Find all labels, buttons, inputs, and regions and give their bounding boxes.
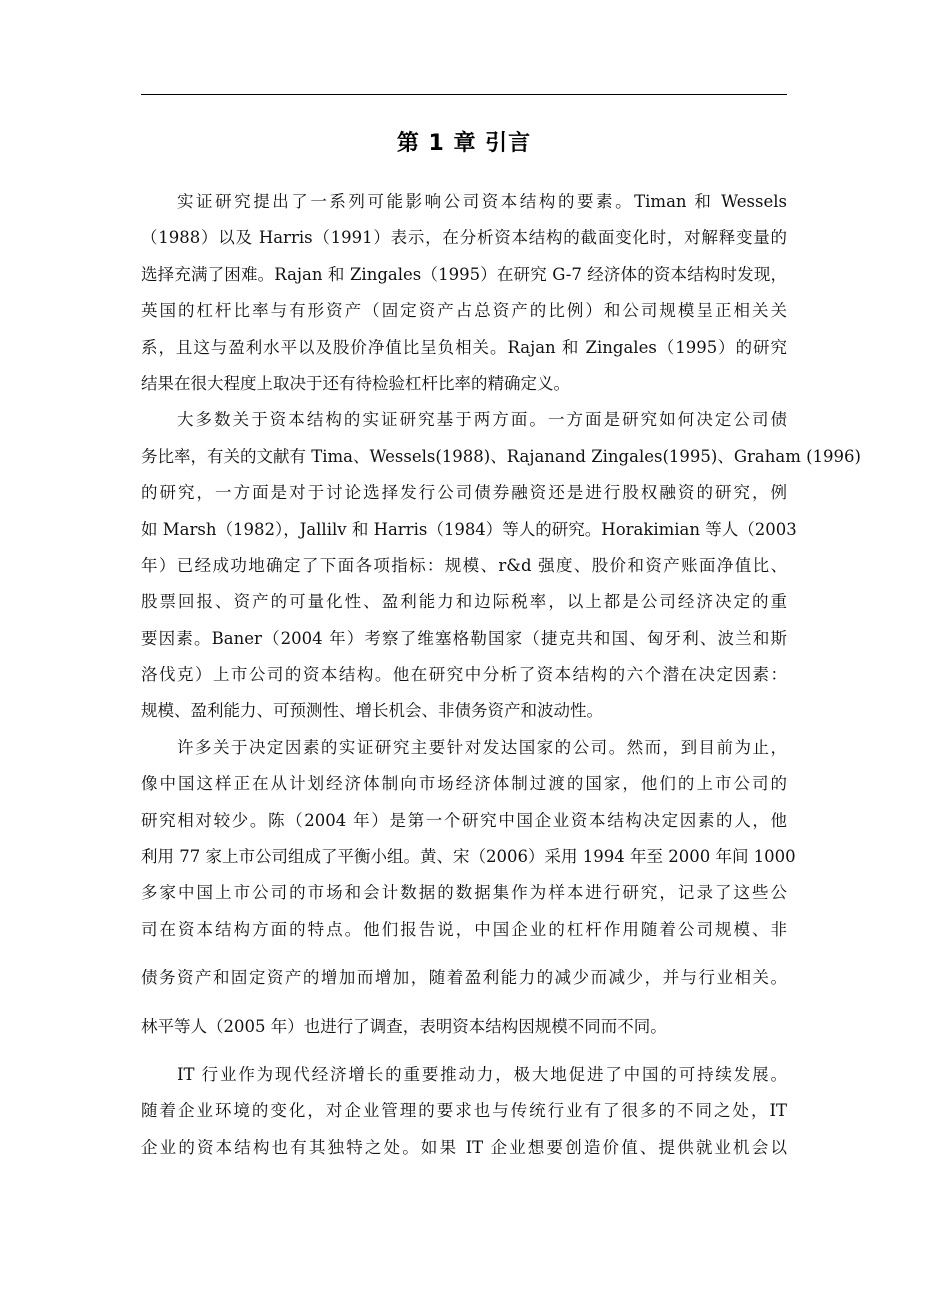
paragraph-1: [141, 184, 787, 402]
text-line: 林平等人（2005 年）也进行了调查，表明资本结构因规模不同而不同。: [141, 1016, 667, 1036]
text-line: 研究相对较少。陈（2004 年）是第一个研究中国企业资本结构决定因素的人，他: [141, 810, 787, 830]
paragraph-3: [141, 730, 796, 1045]
text-line: 洛伐克）上市公司的资本结构。他在研究中分析了资本结构的六个潜在决定因素：: [141, 665, 787, 685]
text-line: 规模、盈利能力、可预测性、增长机会、非债务资产和波动性。: [141, 701, 603, 721]
text-line: 股票回报、资产的可量化性、盈利能力和边际税率，以上都是公司经济决定的重: [141, 592, 787, 612]
text-line: 务比率，有关的文献有 Tima、Wessels(1988)、Rajanand Zingales(1995)、Graham (1996): [141, 446, 861, 466]
paragraph-2: [141, 402, 861, 730]
text-line: 实证研究提出了一系列可能影响公司资本结构的要素。Timan 和 Wessels: [177, 192, 787, 211]
text-line: 企业的资本结构也有其独特之处。如果 IT 企业想要创造价值、提供就业机会以: [141, 1137, 787, 1157]
text-line: 如 Marsh（1982），Jallilv 和 Harris（1984）等人的研究。Horakimian 等人（2003: [141, 519, 797, 539]
text-line: 债务资产和固定资产的增加而增加，随着盈利能力的减少而减少，并与行业相关。: [141, 968, 787, 988]
body-text: [141, 184, 861, 1166]
text-line: 司在资本结构方面的特点。他们报告说，中国企业的杠杆作用随着公司规模、非: [141, 919, 787, 939]
text-line: IT 行业作为现代经济增长的重要推动力，极大地促进了中国的可持续发展。: [177, 1064, 787, 1084]
text-line: 要因素。Baner（2004 年）考察了维塞格勒国家（捷克共和国、匈牙利、波兰和斯: [141, 628, 787, 648]
text-line: 年）已经成功地确定了下面各项指标：规模、r&d 强度、股价和资产账面净值比、: [141, 555, 787, 575]
paragraph-4: [141, 1057, 787, 1166]
text-line: 多家中国上市公司的市场和会计数据的数据集作为样本进行研究，记录了这些公: [141, 883, 787, 903]
text-line: 许多关于决定因素的实证研究主要针对发达国家的公司。然而，到目前为止，: [177, 737, 787, 757]
text-line: 的研究，一方面是对于讨论选择发行公司债券融资还是进行股权融资的研究，例: [141, 483, 787, 503]
text-line: 大多数关于资本结构的实证研究基于两方面。一方面是研究如何决定公司债: [177, 410, 787, 430]
text-line: 随着企业环境的变化，对企业管理的要求也与传统行业有了很多的不同之处，IT: [141, 1101, 787, 1121]
text-line: 结果在很大程度上取决于还有待检验杠杆比率的精确定义。: [141, 373, 570, 393]
chapter-title: 第 1 章 引言: [396, 131, 532, 156]
text-line: 英国的杠杆比率与有形资产（固定资产占总资产的比例）和公司规模呈正相关关: [141, 301, 787, 321]
header-rule: [141, 94, 787, 95]
text-line: 系，且这与盈利水平以及股价净值比呈负相关。Rajan 和 Zingales（1995）的研究: [141, 337, 787, 357]
text-line: 选择充满了困难。Rajan 和 Zingales（1995）在研究 G-7 经济体的资本结构时发现，: [141, 264, 787, 284]
text-line: （1988）以及 Harris（1991）表示，在分析资本结构的截面变化时，对解释变量的: [141, 228, 787, 248]
text-line: 像中国这样正在从计划经济体制向市场经济体制过渡的国家，他们的上市公司的: [141, 774, 787, 794]
text-line: 利用 77 家上市公司组成了平衡小组。黄、宋（2006）采用 1994 年至 2000 年间 1000: [141, 847, 796, 867]
